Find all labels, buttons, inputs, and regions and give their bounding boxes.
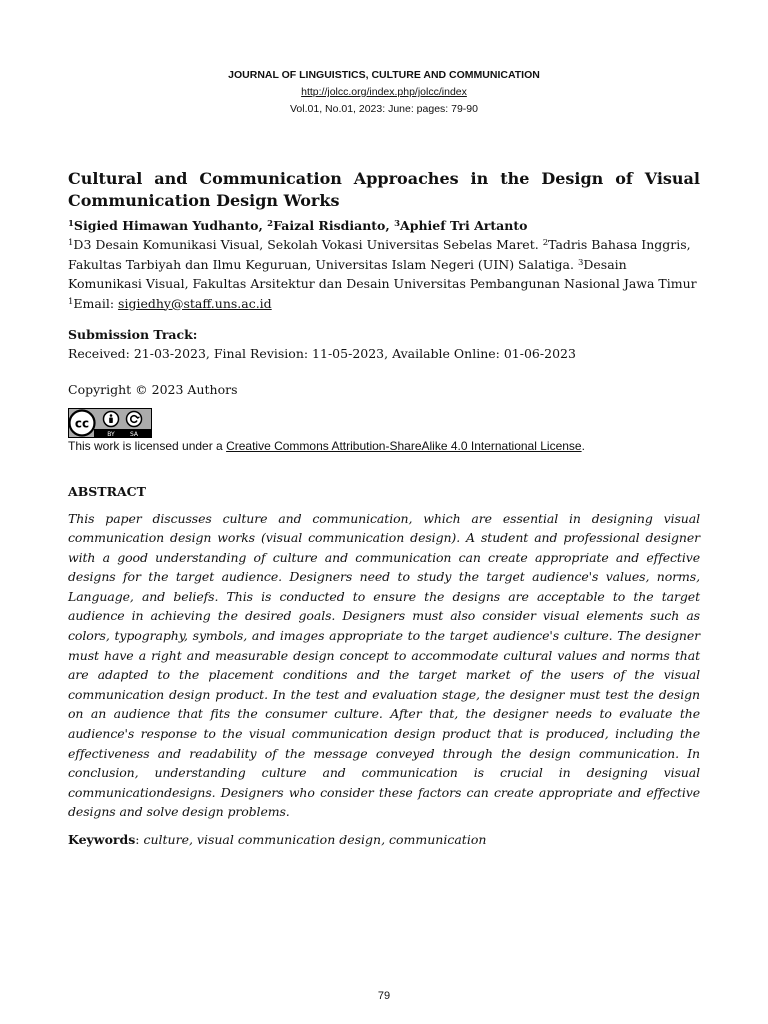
email-label: Email:: [73, 295, 119, 311]
cc-by-label: BY: [107, 430, 115, 438]
license-suffix: .: [581, 438, 585, 453]
license-prefix: This work is licensed under a: [68, 438, 227, 453]
cc-by-sa-badge-icon[interactable]: [68, 408, 152, 438]
author-2-name: Faizal Risdianto,: [273, 218, 395, 233]
author-3-name: Aphief Tri Artanto: [400, 218, 528, 233]
author-3-marker: 3: [394, 219, 401, 229]
affiliation-3: Desain Komunikasi Visual, Fakultas Arsitektur dan Desain Universitas Pembangunan Nasional Jawa Timur: [68, 256, 697, 291]
submission-track-heading: Submission Track:: [68, 326, 198, 342]
abstract-heading: ABSTRACT: [68, 483, 146, 499]
submission-track-dates: Received: 21-03-2023, Final Revision: 11-05-2023, Available Online: 01-06-2023: [68, 345, 576, 361]
cc-sa-label: SA: [129, 430, 139, 438]
email-line: [68, 294, 700, 313]
author-2-marker: 2: [267, 219, 274, 229]
journal-header: [0, 67, 768, 118]
affiliations: [68, 235, 700, 294]
cc-symbol-text: cc: [74, 416, 90, 430]
keywords-separator: :: [135, 832, 144, 847]
affiliation-2: Tadris Bahasa Inggris, Fakultas Tarbiyah dan Ilmu Keguruan, Universitas Islam Negeri (UIN) Salatiga.: [68, 237, 691, 272]
keywords-values: culture, visual communication design, communication: [143, 832, 487, 847]
article-title: Cultural and Communication Approaches in the Design of Visual Communication Design Works: [68, 169, 700, 210]
author-list: [68, 216, 700, 235]
abstract-body: This paper discusses culture and communication, which are essential in designing visual communication design works (visual communication design). A student and professional designer with a good understanding of culture and communication can create appropriate and effective designs for the target audience. Designers need to study the target audience's values, norms, Language, and beliefs. This is conducted to ensure the designs are acceptable to the target audience in achieving the desired goals. Designers must also consider visual elements such as colors, typography, symbols, and images appropriate to the target audience's culture. The designer must have a right and measurable design concept to accommodate cultural values and norms that are adapted to the placement conditions and the target market of the users of the visual communication design product. In the test and evaluation stage, the designer must test the design on an audience that fits the consumer culture. After that, the designer needs to evaluate the audience's response to the visual communication design product that is produced, including the effectiveness and readability of the message conveyed through the design communication. In conclusion, understanding culture and communication is crucial in designing visual communicationdesigns. Designers who consider these factors can create appropriate and effective designs and solve design problems.: [68, 510, 700, 820]
email-marker: 1: [68, 296, 74, 307]
affiliation-2-marker: 2: [542, 238, 549, 248]
keywords-label: Keywords: [68, 832, 136, 847]
affiliation-1: D3 Desain Komunikasi Visual, Sekolah Vokasi Universitas Sebelas Maret.: [73, 237, 543, 252]
page-number: 79: [377, 990, 391, 1002]
author-1-marker: 1: [68, 219, 74, 229]
journal-volume: Vol.01, No.01, 2023: June: pages: 79-90: [290, 103, 478, 115]
keywords-line: [68, 830, 700, 849]
affiliation-1-marker: 1: [68, 238, 74, 248]
license-link[interactable]: Creative Commons Attribution-ShareAlike 4.0 International License: [226, 438, 582, 453]
copyright-notice: Copyright © 2023 Authors: [68, 381, 238, 397]
email-link[interactable]: sigiedhy@staff.uns.ac.id: [118, 295, 272, 311]
journal-url-link[interactable]: http://jolcc.org/index.php/jolcc/index: [301, 86, 467, 98]
journal-name: JOURNAL OF LINGUISTICS, CULTURE AND COMMUNICATION: [228, 69, 540, 81]
article-content: [68, 168, 700, 849]
license-statement: [68, 438, 700, 455]
affiliation-3-marker: 3: [577, 257, 584, 268]
author-1-name: Sigied Himawan Yudhanto,: [73, 218, 268, 233]
